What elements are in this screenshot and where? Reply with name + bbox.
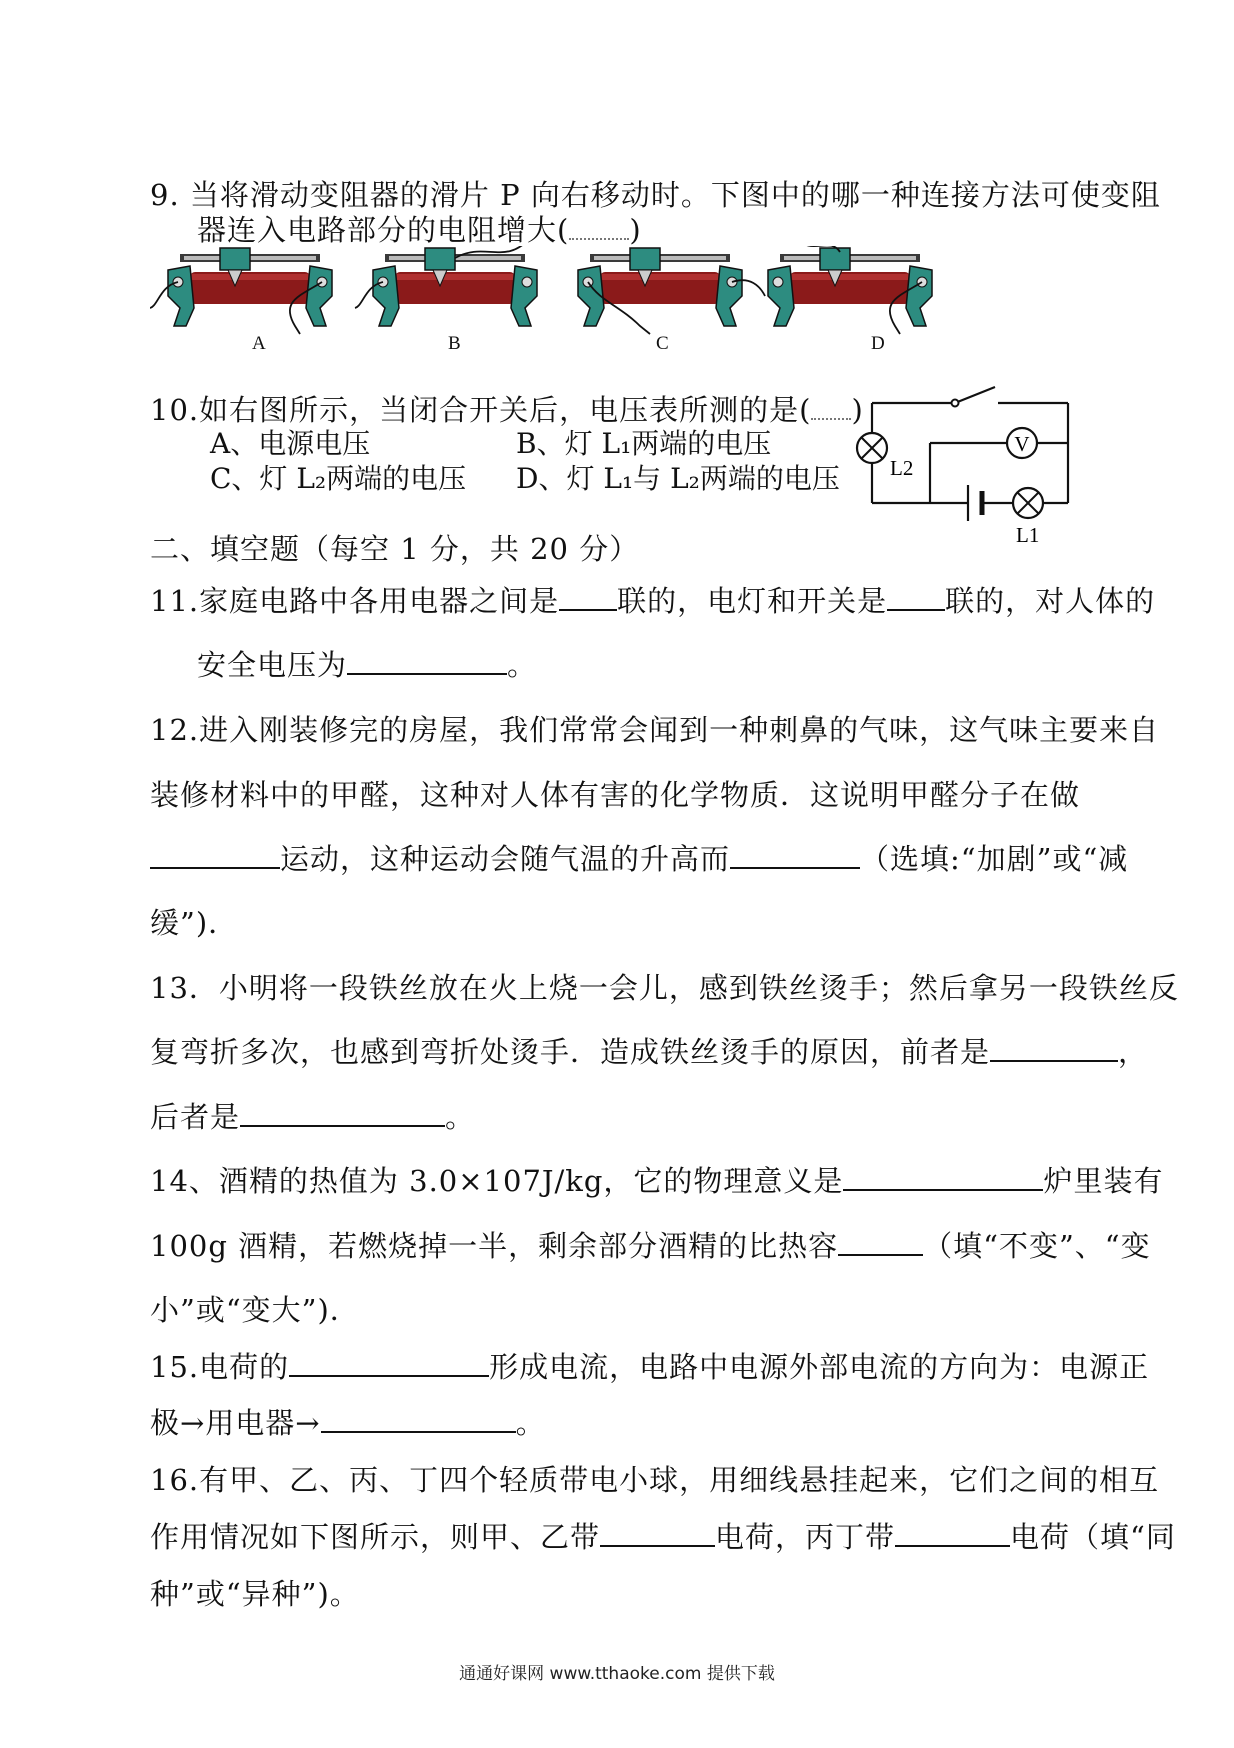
lamp-l2	[857, 433, 887, 463]
q13-text2: 复弯折多次，也感到弯折处烫手．造成铁丝烫手的原因，前者是	[150, 1035, 991, 1069]
q14-blank2	[838, 1228, 923, 1256]
q15-text2-end: 。	[515, 1406, 546, 1440]
q12-blank2	[730, 841, 860, 869]
q12-line4: 缓”)．	[150, 906, 239, 940]
q14-line3: 小”或“变大”)．	[150, 1293, 360, 1327]
q11-text5: 。	[507, 648, 538, 682]
q10-answer-blank	[811, 396, 851, 420]
q13-line3	[150, 1099, 475, 1135]
rheostat-c	[578, 248, 765, 334]
q13-line2	[150, 1034, 1148, 1070]
q12-line3	[150, 841, 1128, 877]
q16-line2	[150, 1519, 1176, 1555]
q11-text2: 联的，电灯和开关是	[617, 584, 888, 618]
rheostat-b	[355, 246, 537, 326]
q14-text1: 14、酒精的热值为 3.0×107J/kg，它的物理意义是	[150, 1164, 844, 1198]
q11-blank1	[559, 583, 617, 611]
q10-stem	[150, 392, 864, 428]
rheostat-a	[150, 248, 332, 334]
q9-line1: 9. 当将滑动变阻器的滑片 P 向右移动时。下图中的哪一种连接方法可使变阻	[150, 178, 1161, 212]
q14-line2	[150, 1228, 1151, 1264]
q14-text2-end: （填“不变”、“变	[923, 1229, 1151, 1263]
lamp-l1	[1013, 488, 1043, 518]
section2-heading: 二、填空题（每空 1 分，共 20 分）	[150, 532, 640, 566]
q9-line2-text: 器连入电路部分的电阻增大(	[197, 213, 570, 247]
q15-line1	[150, 1349, 1149, 1385]
q14-line1	[150, 1163, 1163, 1199]
q12-text-mid: 运动，这种运动会随气温的升高而	[280, 842, 731, 876]
q15-text2: 极→用电器→	[150, 1406, 321, 1440]
q9-label-a: A	[252, 333, 266, 354]
q9-label-d: D	[871, 333, 885, 354]
q13-text3: 后者是	[150, 1100, 241, 1134]
q15-blank2	[321, 1405, 516, 1433]
q15-text1: 15.电荷的	[150, 1350, 290, 1384]
q12-blank1	[150, 841, 280, 869]
q10-option-a: A、电源电压	[210, 427, 371, 460]
q15-text1-end: 形成电流，电路中电源外部电流的方向为：电源正	[489, 1350, 1150, 1384]
q11-blank3	[347, 647, 507, 675]
q10-option-d: D、灯 L₁与 L₂两端的电压	[516, 462, 840, 495]
q10-stem-end: )	[851, 393, 864, 427]
q16-blank2	[895, 1519, 1010, 1547]
voltmeter-label: V	[1014, 432, 1030, 456]
q11-text3: 联的，对人体的	[945, 584, 1156, 618]
q16-text2-end: 电荷（填“同	[1010, 1520, 1176, 1554]
q15-line2	[150, 1405, 546, 1441]
q10-option-c: C、灯 L₂两端的电压	[210, 462, 467, 495]
q14-text2: 100g 酒精，若燃烧掉一半，剩余部分酒精的比热容	[150, 1229, 839, 1263]
q12-line2: 装修材料中的甲醛，这种对人体有害的化学物质．这说明甲醛分子在做	[150, 778, 1081, 812]
q16-text2: 作用情况如下图所示，则甲、乙带	[150, 1520, 601, 1554]
q11-line1	[150, 583, 1155, 619]
q13-line1: 13．小明将一段铁丝放在火上烧一会儿，感到铁丝烫手；然后拿另一段铁丝反	[150, 971, 1179, 1005]
q13-text2-end: ，	[1118, 1035, 1149, 1069]
q16-text2-mid: 电荷，丙丁带	[715, 1520, 896, 1554]
q11-blank2	[887, 583, 945, 611]
lamp-l1-label: L1	[1016, 523, 1040, 545]
q11-line2	[197, 647, 537, 683]
q13-text3-end: 。	[445, 1100, 476, 1134]
q9-line2-end: )	[629, 213, 642, 247]
page-footer: 通通好课网 www.tthaoke.com 提供下载	[459, 1664, 775, 1684]
q14-text1-end: 炉里装有	[1043, 1164, 1164, 1198]
q15-blank1	[289, 1349, 489, 1377]
q11-text1: 11.家庭电路中各用电器之间是	[150, 584, 560, 618]
q10-circuit-diagram	[850, 385, 1080, 545]
q12-line1: 12.进入刚装修完的房屋，我们常常会闻到一种刺鼻的气味，这气味主要来自	[150, 713, 1160, 747]
q9-line2	[197, 212, 642, 248]
q16-blank1	[600, 1519, 715, 1547]
lamp-l2-label: L2	[890, 456, 914, 480]
q9-rheostat-diagrams	[150, 246, 1010, 346]
switch-contact	[952, 400, 959, 407]
q10-stem-text: 10.如右图所示，当闭合开关后，电压表所测的是(	[150, 393, 812, 427]
q16-line3: 种”或“异种”)。	[150, 1577, 360, 1611]
q13-blank1	[990, 1034, 1118, 1062]
q9-label-c: C	[656, 333, 669, 354]
q10-option-b: B、灯 L₁两端的电压	[516, 427, 772, 460]
q12-text-end: （选填:“加剧”或“减	[860, 842, 1129, 876]
q11-text4: 安全电压为	[197, 648, 348, 682]
rheostat-d	[768, 246, 932, 334]
q9-answer-blank	[569, 216, 629, 240]
q14-blank1	[843, 1163, 1043, 1191]
q16-line1: 16.有甲、乙、丙、丁四个轻质带电小球，用细线悬挂起来，它们之间的相互	[150, 1463, 1160, 1497]
q9-label-b: B	[448, 333, 461, 354]
q13-blank2	[240, 1099, 445, 1127]
